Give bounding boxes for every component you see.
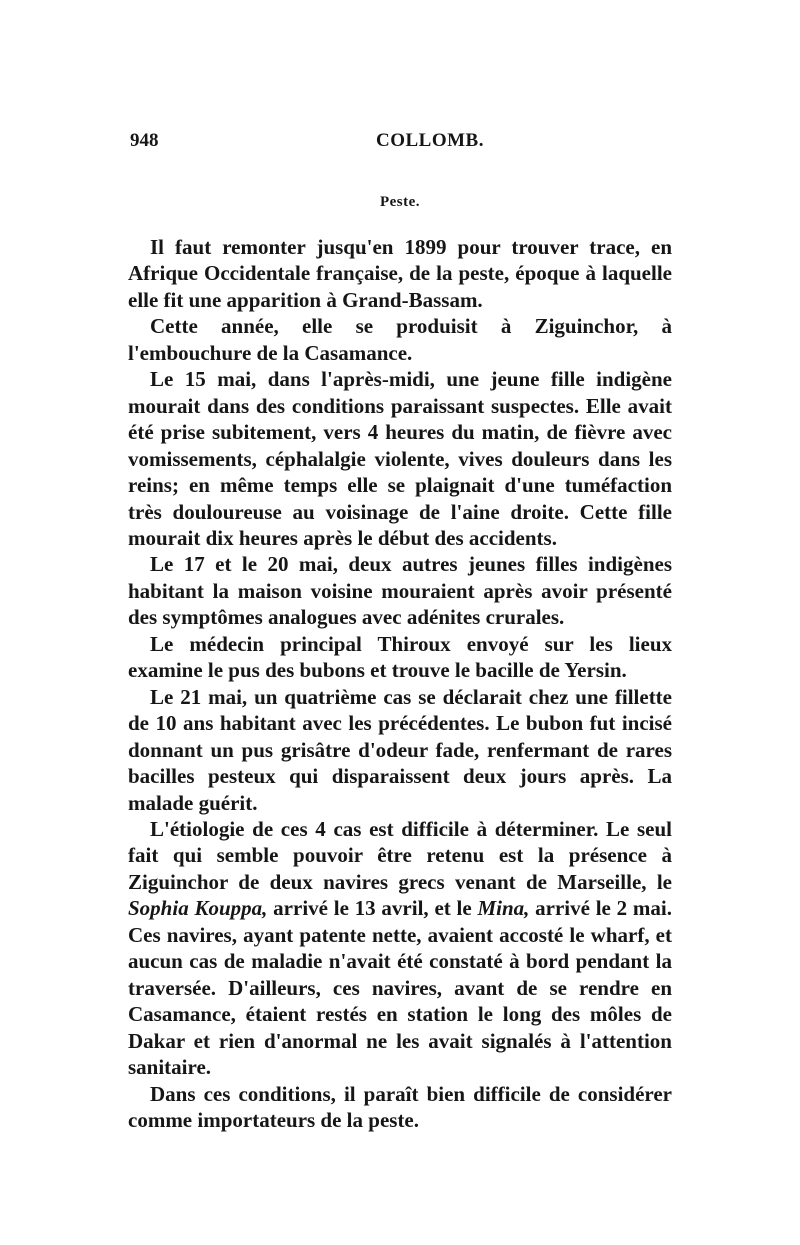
running-title: COLLOMB. [376, 130, 484, 151]
etiology-text-end: arrivé le 2 mai. Ces navires, ayant patente nette, avaient accosté le wharf, et aucun cas de maladie n'avait été constaté à bord pendant la traversée. D'ailleurs, ces navires, avant de se rendre en Casamance, étaient restés en station le long des môles de Dakar et rien d'anormal ne les avait signalés à l'attention sanitaire. [128, 896, 672, 1080]
paragraph: Le médecin principal Thiroux envoyé sur les lieux examine le pus des bubons et trouve le bacille de Yersin. [128, 631, 672, 683]
paragraph-etiology [128, 816, 672, 1081]
ship-name-mina: Mina, [477, 896, 530, 921]
running-head [130, 130, 670, 154]
paragraph-conclusion: Dans ces conditions, il paraît bien difficile de considérer comme importateurs de la peste. [128, 1081, 672, 1132]
section-heading: Peste. [379, 194, 421, 210]
etiology-text-middle: arrivé le 13 avril, et le [267, 896, 478, 921]
body-text [128, 234, 672, 1133]
paragraph: Cette année, elle se produisit à Ziguinchor, à l'embouchure de la Casamance. [128, 314, 672, 365]
paragraph: Le 17 et le 20 mai, deux autres jeunes filles indigènes habitant la maison voisine mouraient après avoir présenté des symptômes analogues avec adénites crurales. [128, 552, 672, 630]
paragraph: Le 21 mai, un quatrième cas se déclarait chez une fillette de 10 ans habitant avec les précédentes. Le bubon fut incisé donnant un pus grisâtre d'odeur fade, renfermant de rares bacilles pesteux qui disparaissent deux jours après. La malade guérit. [128, 684, 672, 815]
page-number: 948 [130, 130, 159, 151]
ship-name-sophia-kouppa: Sophia Kouppa, [128, 896, 268, 921]
paragraph: Il faut remonter jusqu'en 1899 pour trouver trace, en Afrique Occidentale française, de la peste, époque à laquelle elle fit une apparition à Grand-Bassam. [128, 235, 672, 312]
paragraph: Le 15 mai, dans l'après-midi, une jeune fille indigène mourait dans des conditions paraissant suspectes. Elle avait été prise subitement, vers 4 heures du matin, de fièvre avec vomissements, céphalalgie violente, vives douleurs dans les reins; en même temps elle se plaignait d'une tuméfaction très douloureuse au voisinage de l'aine droite. Cette fille mourait dix heures après le début des accidents. [128, 367, 672, 550]
etiology-text-start: L'étiologie de ces 4 cas est difficile à déterminer. Le seul fait qui semble pouvoir être retenu est la présence à Ziguinchor de deux navires grecs venant de Marseille, le [128, 816, 672, 894]
